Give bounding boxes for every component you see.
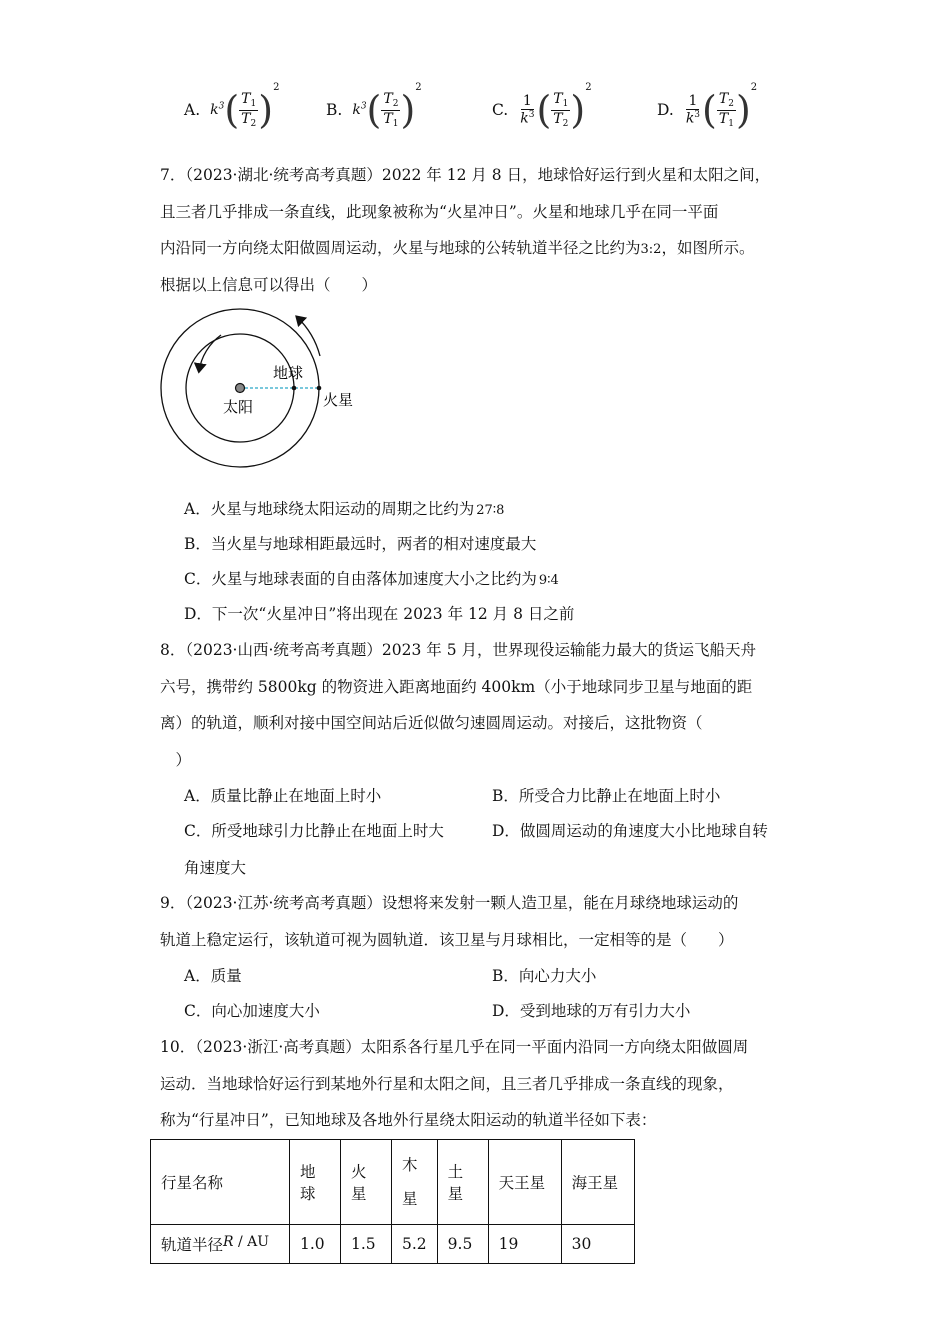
orbit-diagram <box>155 308 375 478</box>
table-row <box>151 1225 635 1264</box>
mars-dot <box>317 386 322 391</box>
option-label: A. <box>184 101 201 119</box>
period-fraction: $\frac{T_2}{T_1}$ <box>383 91 399 129</box>
q6-option-a[interactable] <box>184 82 280 132</box>
q7-option-c-math: 9∶4 <box>538 573 559 588</box>
q7-option-b[interactable]: B．当火星与地球相距最远时，两者的相对速度最大 <box>184 535 537 553</box>
table-row-label: 轨道半径R / AU <box>151 1225 290 1264</box>
mars-label: 火星 <box>323 391 354 409</box>
option-label: D. <box>657 101 674 119</box>
sun-label: 太阳 <box>223 398 254 416</box>
q7-ratio: 3:2 <box>640 242 662 257</box>
radius-cell: 9.5 <box>437 1225 488 1264</box>
q9-line-2: 轨道上稳定运行，该轨道可视为圆轨道．该卫星与月球相比，一定相等的是（ ） <box>160 931 734 949</box>
planet-name-cell: 天王星 <box>488 1140 561 1225</box>
q6-option-c[interactable] <box>492 82 592 132</box>
q9-option-d[interactable]: D．受到地球的万有引力大小 <box>492 1002 691 1020</box>
q8-line-1: 8．（2023·山西·统考高考真题）2023 年 5 月，世界现役运输能力最大的货运飞船天舟 <box>160 641 757 659</box>
right-paren: ) <box>570 88 586 132</box>
exponent: 2 <box>585 82 592 93</box>
q8-option-a[interactable]: A．质量比静止在地面上时小 <box>184 787 382 805</box>
q7-option-a-math: 27∶8 <box>476 503 505 518</box>
radius-cell: 5.2 <box>392 1225 438 1264</box>
q9-line-1: 9．（2023·江苏·统考高考真题）设想将来发射一颗人造卫星，能在月球绕地球运动的 <box>160 894 739 912</box>
q9-option-c[interactable]: C．向心加速度大小 <box>184 1002 320 1020</box>
exponent: 2 <box>750 82 758 93</box>
planet-name-cell: 土星 <box>437 1140 488 1225</box>
q10-line-3: 称为“行星冲日”，已知地球及各地外行星绕太阳运动的轨道半径如下表： <box>160 1111 657 1129</box>
q6-option-b[interactable] <box>326 82 422 132</box>
left-paren: ( <box>366 88 382 132</box>
q8-line-3: 离）的轨道，顺利对接中国空间站后近似做匀速圆周运动。对接后，这批物资（ <box>160 714 703 732</box>
right-paren: ) <box>735 88 751 132</box>
coef: $k^3$ <box>352 101 367 119</box>
q7-line-3 <box>160 236 754 258</box>
q8-line-2: 六号，携带约 5800kg 的物资进入距离地面约 400km（小于地球同步卫星与地面的距 <box>160 678 753 696</box>
q7-option-d[interactable]: D．下一次“火星冲日”将出现在 2023 年 12 月 8 日之前 <box>184 605 575 623</box>
q7-option-c[interactable]: C．火星与地球表面的自由落体加速度大小之比约为 9∶4 <box>184 570 559 588</box>
coef-fraction: $\frac{1}{k^3}$ <box>520 93 535 127</box>
q7-line-3-tail: ，如图所示。 <box>661 239 755 257</box>
period-fraction: $\frac{T_1}{T_2}$ <box>553 91 569 129</box>
exponent: 2 <box>273 82 280 93</box>
table-header-label: 行星名称 <box>151 1140 290 1225</box>
planet-name-cell: 海王星 <box>561 1140 634 1225</box>
q8-option-d[interactable]: D．做圆周运动的角速度大小比地球自转 <box>492 822 768 840</box>
q8-line-4: ） <box>160 751 192 769</box>
planet-name-cell: 火星 <box>341 1140 392 1225</box>
q8-option-c[interactable]: C．所受地球引力比静止在地面上时大 <box>184 822 444 840</box>
q7-line-3-text: 内沿同一方向绕太阳做圆周运动，火星与地球的公转轨道半径之比约为 <box>160 239 641 257</box>
radius-cell: 30 <box>561 1225 634 1264</box>
planet-orbit-table <box>150 1139 635 1264</box>
period-fraction: $\frac{T_2}{T_1}$ <box>718 91 734 129</box>
q10-line-1: 10．（2023·浙江·高考真题）太阳系各行星几乎在同一平面内沿同一方向绕太阳做圆周 <box>160 1038 749 1056</box>
q7-line-4: 根据以上信息可以得出（ ） <box>160 276 378 294</box>
coef-fraction: $\frac{1}{k^3}$ <box>685 93 701 127</box>
q9-option-a[interactable]: A．质量 <box>184 967 242 985</box>
option-label: C. <box>492 101 509 119</box>
q7-line-1: 7．（2023·湖北·统考高考真题）2022 年 12 月 8 日，地球恰好运行到火星和太阳之间， <box>160 166 771 184</box>
planet-name-cell: 地球 <box>290 1140 341 1225</box>
earth-direction-arrow <box>199 335 221 371</box>
q6-option-d[interactable] <box>657 82 758 132</box>
q8-option-d-cont: 角速度大 <box>184 859 247 877</box>
planet-name-cell: 木 星 <box>392 1140 438 1225</box>
radius-cell: 1.5 <box>341 1225 392 1264</box>
q7-line-2: 且三者几乎排成一条直线，此现象被称为“火星冲日”。火星和地球几乎在同一平面 <box>160 203 719 221</box>
earth-label: 地球 <box>273 364 304 382</box>
period-fraction: $\frac{T_1}{T_2}$ <box>241 91 257 129</box>
left-paren: ( <box>702 88 717 132</box>
q7-option-a[interactable]: A．火星与地球绕太阳运动的周期之比约为 27∶8 <box>184 500 505 518</box>
coef: $k^3$ <box>210 101 225 119</box>
q8-option-b[interactable]: B．所受合力比静止在地面上时小 <box>492 787 721 805</box>
left-paren: ( <box>536 88 552 132</box>
earth-dot <box>292 386 297 391</box>
exponent: 2 <box>415 82 422 93</box>
right-paren: ) <box>258 88 274 132</box>
radius-cell: 1.0 <box>290 1225 341 1264</box>
option-label: B. <box>326 101 343 119</box>
q10-line-2: 运动．当地球恰好运行到某地外行星和太阳之间，且三者几乎排成一条直线的现象， <box>160 1075 734 1093</box>
table-row <box>151 1140 635 1225</box>
q9-option-b[interactable]: B．向心力大小 <box>492 967 597 985</box>
sun-dot <box>236 384 245 393</box>
right-paren: ) <box>400 88 416 132</box>
radius-cell: 19 <box>488 1225 561 1264</box>
left-paren: ( <box>224 88 240 132</box>
